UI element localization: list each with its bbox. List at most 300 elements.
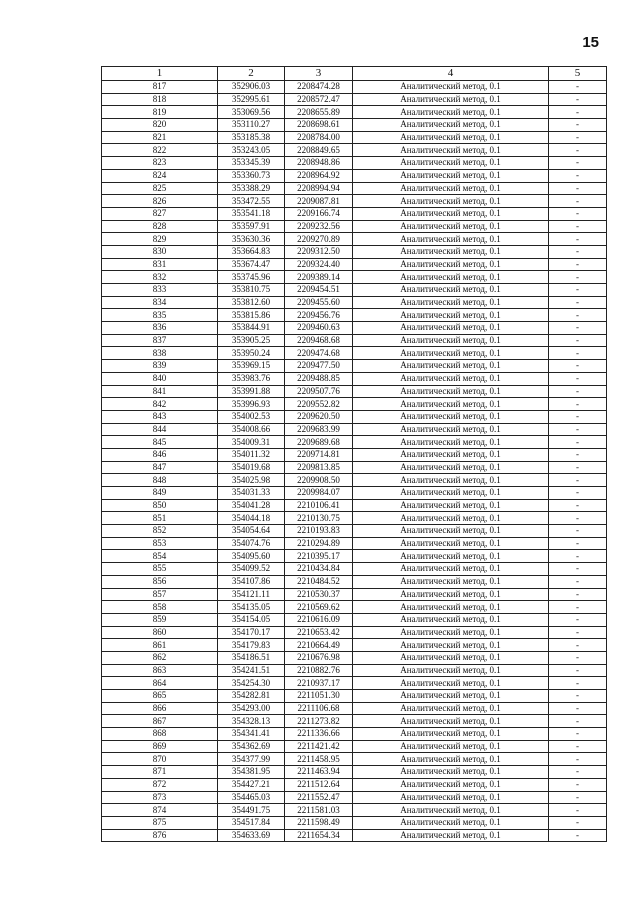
table-row xyxy=(102,258,607,271)
point-number-cell: 826 xyxy=(102,195,218,208)
y-coordinate-cell: 2209813.85 xyxy=(285,461,353,474)
description-cell: - xyxy=(549,157,607,170)
method-cell: Аналитический метод, 0.1 xyxy=(353,740,549,753)
method-cell: Аналитический метод, 0.1 xyxy=(353,829,549,842)
column-header-x: 2 xyxy=(218,67,285,81)
point-number-cell: 833 xyxy=(102,284,218,297)
method-cell: Аналитический метод, 0.1 xyxy=(353,372,549,385)
description-cell: - xyxy=(549,474,607,487)
table-row xyxy=(102,778,607,791)
method-cell: Аналитический метод, 0.1 xyxy=(353,778,549,791)
table-row xyxy=(102,816,607,829)
table-row xyxy=(102,284,607,297)
x-coordinate-cell: 353815.86 xyxy=(218,309,285,322)
method-cell: Аналитический метод, 0.1 xyxy=(353,601,549,614)
y-coordinate-cell: 2209984.07 xyxy=(285,487,353,500)
table-row xyxy=(102,588,607,601)
y-coordinate-cell: 2210530.37 xyxy=(285,588,353,601)
x-coordinate-cell: 353745.96 xyxy=(218,271,285,284)
table-row xyxy=(102,487,607,500)
y-coordinate-cell: 2208948.86 xyxy=(285,157,353,170)
x-coordinate-cell: 353812.60 xyxy=(218,296,285,309)
point-number-cell: 862 xyxy=(102,651,218,664)
table-row xyxy=(102,499,607,512)
point-number-cell: 853 xyxy=(102,537,218,550)
table-row xyxy=(102,715,607,728)
column-header-method: 4 xyxy=(353,67,549,81)
y-coordinate-cell: 2208784.00 xyxy=(285,131,353,144)
description-cell: - xyxy=(549,702,607,715)
description-cell: - xyxy=(549,563,607,576)
x-coordinate-cell: 354154.05 xyxy=(218,613,285,626)
description-cell: - xyxy=(549,677,607,690)
point-number-cell: 858 xyxy=(102,601,218,614)
description-cell: - xyxy=(549,220,607,233)
description-cell: - xyxy=(549,93,607,106)
x-coordinate-cell: 354019.68 xyxy=(218,461,285,474)
table-row xyxy=(102,512,607,525)
table-row xyxy=(102,651,607,664)
table-row xyxy=(102,410,607,423)
table-row xyxy=(102,690,607,703)
method-cell: Аналитический метод, 0.1 xyxy=(353,106,549,119)
point-number-cell: 849 xyxy=(102,487,218,500)
y-coordinate-cell: 2210882.76 xyxy=(285,664,353,677)
point-number-cell: 855 xyxy=(102,563,218,576)
description-cell: - xyxy=(549,651,607,664)
x-coordinate-cell: 353345.39 xyxy=(218,157,285,170)
point-number-cell: 820 xyxy=(102,119,218,132)
method-cell: Аналитический метод, 0.1 xyxy=(353,131,549,144)
point-number-cell: 845 xyxy=(102,436,218,449)
point-number-cell: 864 xyxy=(102,677,218,690)
y-coordinate-cell: 2210484.52 xyxy=(285,575,353,588)
y-coordinate-cell: 2209455.60 xyxy=(285,296,353,309)
table-row xyxy=(102,385,607,398)
x-coordinate-cell: 354031.33 xyxy=(218,487,285,500)
y-coordinate-cell: 2208474.28 xyxy=(285,81,353,94)
table-row xyxy=(102,448,607,461)
x-coordinate-cell: 353950.24 xyxy=(218,347,285,360)
point-number-cell: 821 xyxy=(102,131,218,144)
x-coordinate-cell: 353664.83 xyxy=(218,245,285,258)
y-coordinate-cell: 2209166.74 xyxy=(285,207,353,220)
description-cell: - xyxy=(549,525,607,538)
table-row xyxy=(102,791,607,804)
table-row xyxy=(102,119,607,132)
y-coordinate-cell: 2211051.30 xyxy=(285,690,353,703)
point-number-cell: 869 xyxy=(102,740,218,753)
point-number-cell: 859 xyxy=(102,613,218,626)
y-coordinate-cell: 2209488.85 xyxy=(285,372,353,385)
column-header-point-number: 1 xyxy=(102,67,218,81)
y-coordinate-cell: 2211463.94 xyxy=(285,766,353,779)
y-coordinate-cell: 2209324.40 xyxy=(285,258,353,271)
x-coordinate-cell: 354491.75 xyxy=(218,804,285,817)
method-cell: Аналитический метод, 0.1 xyxy=(353,525,549,538)
x-coordinate-cell: 354341.41 xyxy=(218,728,285,741)
y-coordinate-cell: 2208849.65 xyxy=(285,144,353,157)
table-row xyxy=(102,766,607,779)
y-coordinate-cell: 2211581.03 xyxy=(285,804,353,817)
point-number-cell: 828 xyxy=(102,220,218,233)
table-row xyxy=(102,220,607,233)
description-cell: - xyxy=(549,233,607,246)
description-cell: - xyxy=(549,309,607,322)
y-coordinate-cell: 2209620.50 xyxy=(285,410,353,423)
y-coordinate-cell: 2209460.63 xyxy=(285,322,353,335)
point-number-cell: 861 xyxy=(102,639,218,652)
x-coordinate-cell: 353630.36 xyxy=(218,233,285,246)
description-cell: - xyxy=(549,487,607,500)
x-coordinate-cell: 353541.18 xyxy=(218,207,285,220)
method-cell: Аналитический метод, 0.1 xyxy=(353,461,549,474)
description-cell: - xyxy=(549,106,607,119)
method-cell: Аналитический метод, 0.1 xyxy=(353,347,549,360)
description-cell: - xyxy=(549,296,607,309)
point-number-cell: 839 xyxy=(102,360,218,373)
y-coordinate-cell: 2210193.83 xyxy=(285,525,353,538)
page-number: 15 xyxy=(582,34,599,51)
point-number-cell: 829 xyxy=(102,233,218,246)
point-number-cell: 850 xyxy=(102,499,218,512)
method-cell: Аналитический метод, 0.1 xyxy=(353,550,549,563)
method-cell: Аналитический метод, 0.1 xyxy=(353,728,549,741)
point-number-cell: 874 xyxy=(102,804,218,817)
y-coordinate-cell: 2211273.82 xyxy=(285,715,353,728)
point-number-cell: 827 xyxy=(102,207,218,220)
method-cell: Аналитический метод, 0.1 xyxy=(353,245,549,258)
method-cell: Аналитический метод, 0.1 xyxy=(353,284,549,297)
x-coordinate-cell: 353983.76 xyxy=(218,372,285,385)
x-coordinate-cell: 353360.73 xyxy=(218,169,285,182)
y-coordinate-cell: 2209714.81 xyxy=(285,448,353,461)
description-cell: - xyxy=(549,740,607,753)
x-coordinate-cell: 353905.25 xyxy=(218,334,285,347)
description-cell: - xyxy=(549,398,607,411)
y-coordinate-cell: 2209474.68 xyxy=(285,347,353,360)
y-coordinate-cell: 2208698.61 xyxy=(285,119,353,132)
x-coordinate-cell: 353472.55 xyxy=(218,195,285,208)
table-row xyxy=(102,93,607,106)
table-row xyxy=(102,639,607,652)
description-cell: - xyxy=(549,626,607,639)
description-cell: - xyxy=(549,804,607,817)
point-number-cell: 822 xyxy=(102,144,218,157)
y-coordinate-cell: 2210395.17 xyxy=(285,550,353,563)
x-coordinate-cell: 354041.28 xyxy=(218,499,285,512)
y-coordinate-cell: 2209468.68 xyxy=(285,334,353,347)
method-cell: Аналитический метод, 0.1 xyxy=(353,499,549,512)
y-coordinate-cell: 2209908.50 xyxy=(285,474,353,487)
point-number-cell: 835 xyxy=(102,309,218,322)
point-number-cell: 830 xyxy=(102,245,218,258)
y-coordinate-cell: 2210676.98 xyxy=(285,651,353,664)
x-coordinate-cell: 353810.75 xyxy=(218,284,285,297)
y-coordinate-cell: 2209312.50 xyxy=(285,245,353,258)
x-coordinate-cell: 354282.81 xyxy=(218,690,285,703)
method-cell: Аналитический метод, 0.1 xyxy=(353,816,549,829)
x-coordinate-cell: 353597.91 xyxy=(218,220,285,233)
y-coordinate-cell: 2209232.56 xyxy=(285,220,353,233)
y-coordinate-cell: 2211654.34 xyxy=(285,829,353,842)
table-row xyxy=(102,144,607,157)
point-number-cell: 836 xyxy=(102,322,218,335)
description-cell: - xyxy=(549,448,607,461)
y-coordinate-cell: 2211512.64 xyxy=(285,778,353,791)
x-coordinate-cell: 354054.64 xyxy=(218,525,285,538)
table-row xyxy=(102,829,607,842)
y-coordinate-cell: 2211336.66 xyxy=(285,728,353,741)
x-coordinate-cell: 354095.60 xyxy=(218,550,285,563)
x-coordinate-cell: 354099.52 xyxy=(218,563,285,576)
y-coordinate-cell: 2208964.92 xyxy=(285,169,353,182)
point-number-cell: 843 xyxy=(102,410,218,423)
method-cell: Аналитический метод, 0.1 xyxy=(353,182,549,195)
y-coordinate-cell: 2211552.47 xyxy=(285,791,353,804)
point-number-cell: 817 xyxy=(102,81,218,94)
description-cell: - xyxy=(549,169,607,182)
y-coordinate-cell: 2211421.42 xyxy=(285,740,353,753)
description-cell: - xyxy=(549,715,607,728)
point-number-cell: 852 xyxy=(102,525,218,538)
x-coordinate-cell: 354362.69 xyxy=(218,740,285,753)
method-cell: Аналитический метод, 0.1 xyxy=(353,360,549,373)
table-row xyxy=(102,372,607,385)
method-cell: Аналитический метод, 0.1 xyxy=(353,233,549,246)
table-row xyxy=(102,398,607,411)
table-row xyxy=(102,537,607,550)
x-coordinate-cell: 354179.83 xyxy=(218,639,285,652)
y-coordinate-cell: 2210653.42 xyxy=(285,626,353,639)
table-row xyxy=(102,296,607,309)
column-header-description: 5 xyxy=(549,67,607,81)
y-coordinate-cell: 2209683.99 xyxy=(285,423,353,436)
x-coordinate-cell: 352995.61 xyxy=(218,93,285,106)
y-coordinate-cell: 2210294.89 xyxy=(285,537,353,550)
y-coordinate-cell: 2210434.84 xyxy=(285,563,353,576)
method-cell: Аналитический метод, 0.1 xyxy=(353,81,549,94)
y-coordinate-cell: 2209552.82 xyxy=(285,398,353,411)
method-cell: Аналитический метод, 0.1 xyxy=(353,613,549,626)
x-coordinate-cell: 353069.56 xyxy=(218,106,285,119)
point-number-cell: 842 xyxy=(102,398,218,411)
point-number-cell: 847 xyxy=(102,461,218,474)
y-coordinate-cell: 2210937.17 xyxy=(285,677,353,690)
method-cell: Аналитический метод, 0.1 xyxy=(353,220,549,233)
description-cell: - xyxy=(549,360,607,373)
point-number-cell: 819 xyxy=(102,106,218,119)
table-row xyxy=(102,740,607,753)
x-coordinate-cell: 354293.00 xyxy=(218,702,285,715)
description-cell: - xyxy=(549,245,607,258)
description-cell: - xyxy=(549,499,607,512)
description-cell: - xyxy=(549,461,607,474)
table-row xyxy=(102,182,607,195)
description-cell: - xyxy=(549,613,607,626)
point-number-cell: 846 xyxy=(102,448,218,461)
method-cell: Аналитический метод, 0.1 xyxy=(353,157,549,170)
x-coordinate-cell: 354025.98 xyxy=(218,474,285,487)
point-number-cell: 834 xyxy=(102,296,218,309)
y-coordinate-cell: 2209087.81 xyxy=(285,195,353,208)
x-coordinate-cell: 354328.13 xyxy=(218,715,285,728)
method-cell: Аналитический метод, 0.1 xyxy=(353,487,549,500)
y-coordinate-cell: 2209454.51 xyxy=(285,284,353,297)
column-header-y: 3 xyxy=(285,67,353,81)
point-number-cell: 857 xyxy=(102,588,218,601)
x-coordinate-cell: 354377.99 xyxy=(218,753,285,766)
method-cell: Аналитический метод, 0.1 xyxy=(353,309,549,322)
method-cell: Аналитический метод, 0.1 xyxy=(353,651,549,664)
description-cell: - xyxy=(549,728,607,741)
method-cell: Аналитический метод, 0.1 xyxy=(353,753,549,766)
method-cell: Аналитический метод, 0.1 xyxy=(353,474,549,487)
description-cell: - xyxy=(549,766,607,779)
description-cell: - xyxy=(549,550,607,563)
y-coordinate-cell: 2209477.50 xyxy=(285,360,353,373)
point-number-cell: 868 xyxy=(102,728,218,741)
x-coordinate-cell: 353243.05 xyxy=(218,144,285,157)
description-cell: - xyxy=(549,385,607,398)
table-row xyxy=(102,195,607,208)
method-cell: Аналитический метод, 0.1 xyxy=(353,448,549,461)
x-coordinate-cell: 354121.11 xyxy=(218,588,285,601)
method-cell: Аналитический метод, 0.1 xyxy=(353,677,549,690)
method-cell: Аналитический метод, 0.1 xyxy=(353,563,549,576)
table-row xyxy=(102,753,607,766)
x-coordinate-cell: 354381.95 xyxy=(218,766,285,779)
table-row xyxy=(102,245,607,258)
table-row xyxy=(102,601,607,614)
description-cell: - xyxy=(549,791,607,804)
table-row xyxy=(102,233,607,246)
table-row xyxy=(102,106,607,119)
point-number-cell: 837 xyxy=(102,334,218,347)
method-cell: Аналитический метод, 0.1 xyxy=(353,626,549,639)
method-cell: Аналитический метод, 0.1 xyxy=(353,410,549,423)
point-number-cell: 854 xyxy=(102,550,218,563)
method-cell: Аналитический метод, 0.1 xyxy=(353,322,549,335)
method-cell: Аналитический метод, 0.1 xyxy=(353,537,549,550)
x-coordinate-cell: 354254.30 xyxy=(218,677,285,690)
y-coordinate-cell: 2210130.75 xyxy=(285,512,353,525)
point-number-cell: 860 xyxy=(102,626,218,639)
x-coordinate-cell: 353185.38 xyxy=(218,131,285,144)
method-cell: Аналитический метод, 0.1 xyxy=(353,385,549,398)
description-cell: - xyxy=(549,258,607,271)
point-number-cell: 831 xyxy=(102,258,218,271)
method-cell: Аналитический метод, 0.1 xyxy=(353,664,549,677)
x-coordinate-cell: 354044.18 xyxy=(218,512,285,525)
x-coordinate-cell: 354186.51 xyxy=(218,651,285,664)
method-cell: Аналитический метод, 0.1 xyxy=(353,398,549,411)
method-cell: Аналитический метод, 0.1 xyxy=(353,169,549,182)
point-number-cell: 823 xyxy=(102,157,218,170)
table-row xyxy=(102,131,607,144)
description-cell: - xyxy=(549,347,607,360)
x-coordinate-cell: 354135.05 xyxy=(218,601,285,614)
y-coordinate-cell: 2209507.76 xyxy=(285,385,353,398)
table-row xyxy=(102,81,607,94)
method-cell: Аналитический метод, 0.1 xyxy=(353,296,549,309)
table-row xyxy=(102,550,607,563)
x-coordinate-cell: 353388.29 xyxy=(218,182,285,195)
point-number-cell: 873 xyxy=(102,791,218,804)
y-coordinate-cell: 2208994.94 xyxy=(285,182,353,195)
x-coordinate-cell: 353110.27 xyxy=(218,119,285,132)
method-cell: Аналитический метод, 0.1 xyxy=(353,195,549,208)
description-cell: - xyxy=(549,601,607,614)
description-cell: - xyxy=(549,753,607,766)
point-number-cell: 824 xyxy=(102,169,218,182)
point-number-cell: 825 xyxy=(102,182,218,195)
y-coordinate-cell: 2210616.09 xyxy=(285,613,353,626)
description-cell: - xyxy=(549,778,607,791)
table-header-row xyxy=(102,67,607,81)
x-coordinate-cell: 354633.69 xyxy=(218,829,285,842)
description-cell: - xyxy=(549,182,607,195)
x-coordinate-cell: 354170.17 xyxy=(218,626,285,639)
method-cell: Аналитический метод, 0.1 xyxy=(353,93,549,106)
table-row xyxy=(102,804,607,817)
point-number-cell: 876 xyxy=(102,829,218,842)
description-cell: - xyxy=(549,436,607,449)
method-cell: Аналитический метод, 0.1 xyxy=(353,271,549,284)
table-row xyxy=(102,626,607,639)
point-number-cell: 871 xyxy=(102,766,218,779)
y-coordinate-cell: 2208655.89 xyxy=(285,106,353,119)
table-row xyxy=(102,322,607,335)
method-cell: Аналитический метод, 0.1 xyxy=(353,436,549,449)
x-coordinate-cell: 354002.53 xyxy=(218,410,285,423)
y-coordinate-cell: 2211106.68 xyxy=(285,702,353,715)
description-cell: - xyxy=(549,512,607,525)
y-coordinate-cell: 2210106.41 xyxy=(285,499,353,512)
x-coordinate-cell: 353844.91 xyxy=(218,322,285,335)
y-coordinate-cell: 2211598.49 xyxy=(285,816,353,829)
table-row xyxy=(102,436,607,449)
point-number-cell: 840 xyxy=(102,372,218,385)
x-coordinate-cell: 354465.03 xyxy=(218,791,285,804)
method-cell: Аналитический метод, 0.1 xyxy=(353,423,549,436)
y-coordinate-cell: 2209689.68 xyxy=(285,436,353,449)
method-cell: Аналитический метод, 0.1 xyxy=(353,334,549,347)
y-coordinate-cell: 2209270.89 xyxy=(285,233,353,246)
table-row xyxy=(102,271,607,284)
method-cell: Аналитический метод, 0.1 xyxy=(353,702,549,715)
table-row xyxy=(102,157,607,170)
method-cell: Аналитический метод, 0.1 xyxy=(353,575,549,588)
table-row xyxy=(102,677,607,690)
y-coordinate-cell: 2208572.47 xyxy=(285,93,353,106)
description-cell: - xyxy=(549,816,607,829)
description-cell: - xyxy=(549,131,607,144)
coordinates-table xyxy=(101,66,607,842)
point-number-cell: 832 xyxy=(102,271,218,284)
table-row xyxy=(102,702,607,715)
point-number-cell: 875 xyxy=(102,816,218,829)
y-coordinate-cell: 2209456.76 xyxy=(285,309,353,322)
method-cell: Аналитический метод, 0.1 xyxy=(353,512,549,525)
point-number-cell: 866 xyxy=(102,702,218,715)
x-coordinate-cell: 354011.32 xyxy=(218,448,285,461)
description-cell: - xyxy=(549,588,607,601)
table-row xyxy=(102,360,607,373)
y-coordinate-cell: 2209389.14 xyxy=(285,271,353,284)
description-cell: - xyxy=(549,207,607,220)
point-number-cell: 870 xyxy=(102,753,218,766)
